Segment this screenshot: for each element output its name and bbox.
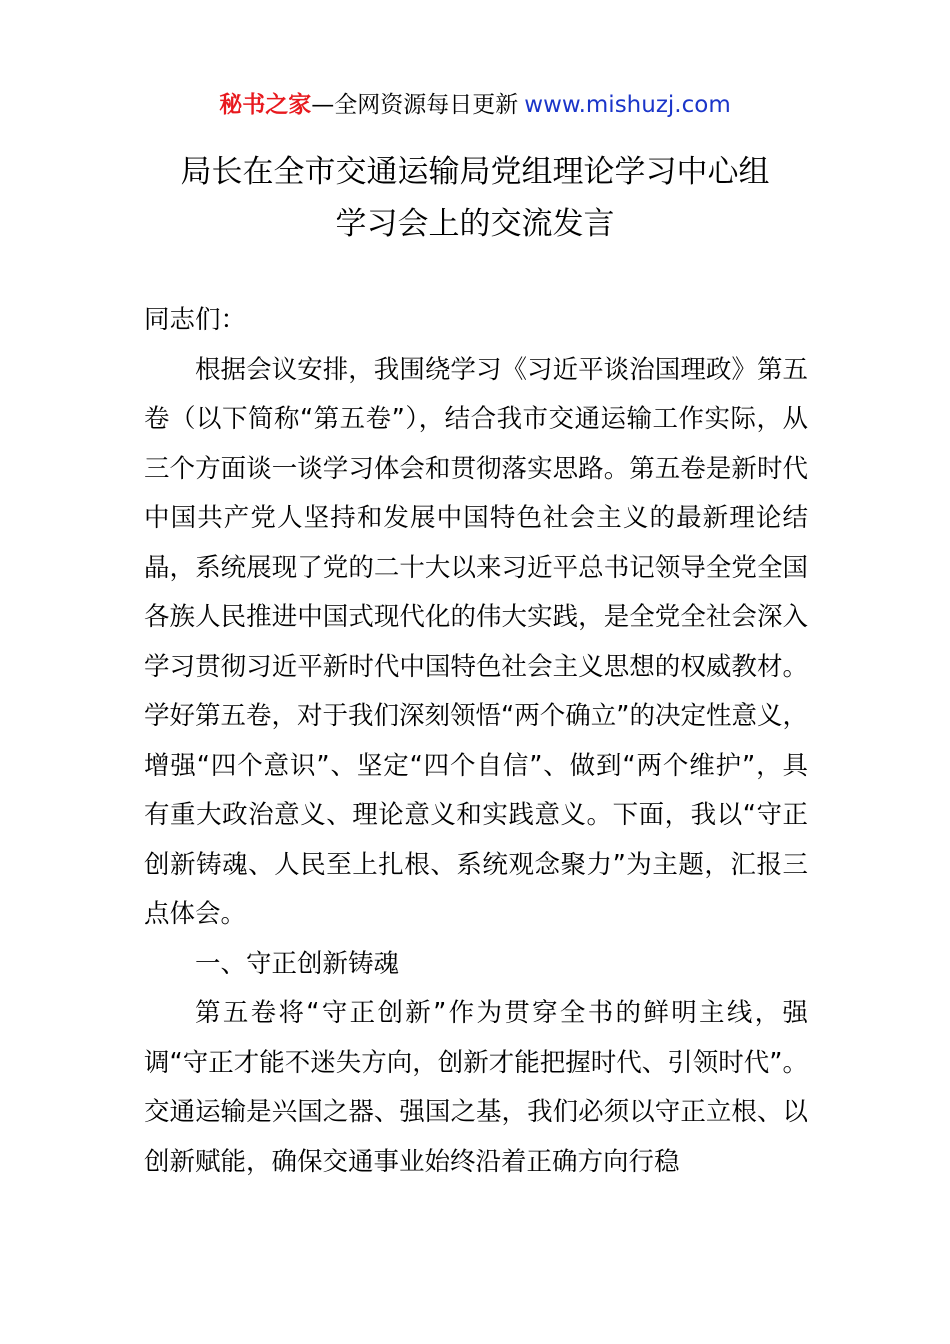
- document-body: [144, 296, 808, 1187]
- title-line-1: 局长在全市交通运输局党组理论学习中心组: [180, 154, 770, 190]
- salutation: 同志们：: [144, 305, 247, 335]
- document-title: [0, 146, 950, 250]
- title-line-2: 学习会上的交流发言: [335, 206, 615, 242]
- page-header: [0, 88, 950, 122]
- section-heading: 一、守正创新铸魂: [195, 948, 400, 979]
- header-slogan: —全网资源每日更新: [311, 92, 519, 118]
- header-url-link[interactable]: www.mishuzj.com: [524, 92, 731, 118]
- brand-name: 秘书之家: [219, 92, 312, 118]
- body-paragraph: 第五卷将“守正创新”作为贯穿全书的鲜明主线，强调“守正才能不迷失方向，创新才能把握时代、引领时代”。交通运输是兴国之器、强国之基，我们必须以守正立根、以创新赋能，确保交通事业始终沿着正确方向行稳: [144, 998, 808, 1177]
- body-paragraph: 根据会议安排，我围绕学习《习近平谈治国理政》第五卷（以下简称“第五卷”），结合我市交通运输工作实际，从三个方面谈一谈学习体会和贯彻落实思路。第五卷是新时代中国共产党人坚持和发展中国特色社会主义的最新理论结晶，系统展现了党的二十大以来习近平总书记领导全党全国各族人民推进中国式现代化的伟大实践，是全党全社会深入学习贯彻习近平新时代中国特色社会主义思想的权威教材。学好第五卷，对于我们深刻领悟“两个确立”的决定性意义，增强“四个意识”、坚定“四个自信”、做到“两个维护”，具有重大政治意义、理论意义和实践意义。下面，我以“守正创新铸魂、人民至上扎根、系统观念聚力”为主题，汇报三点体会。: [144, 354, 808, 929]
